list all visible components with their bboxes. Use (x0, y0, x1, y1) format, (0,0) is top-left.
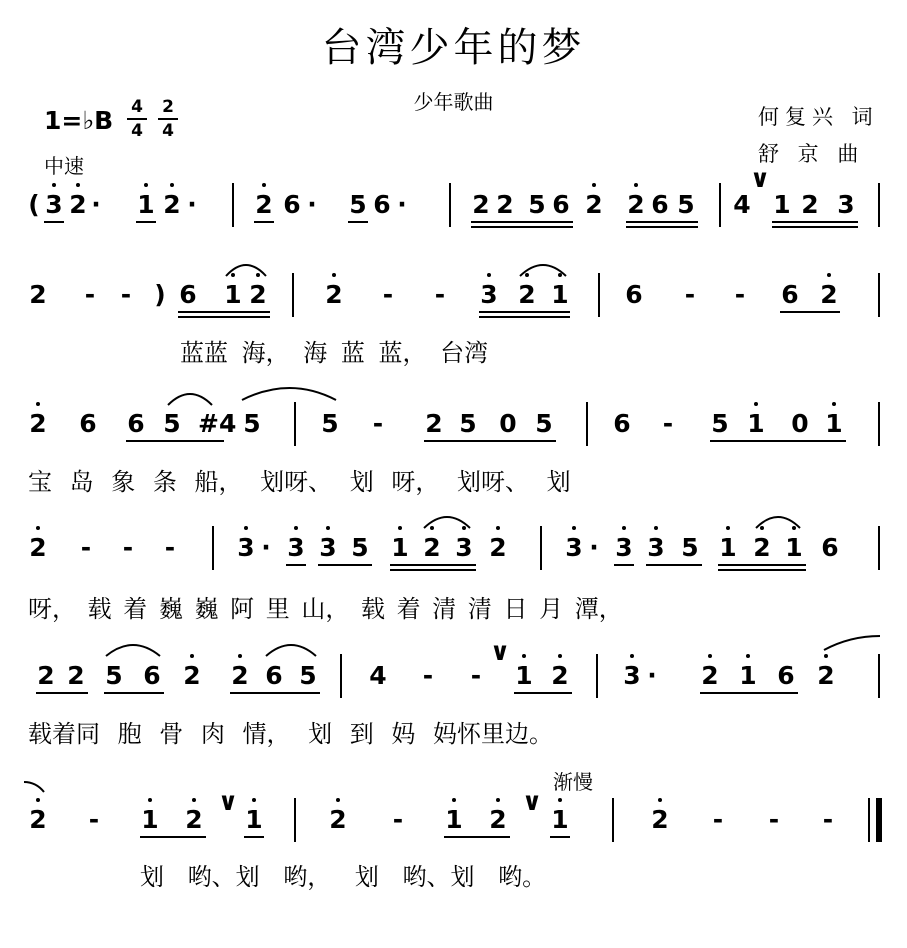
octave-dot (52, 183, 56, 187)
note-glyph: 2 (329, 805, 347, 834)
note-glyph: 5 (535, 409, 553, 438)
beam-underline (646, 564, 702, 566)
note-glyph: - (684, 280, 696, 309)
note-glyph: 2 (651, 805, 669, 834)
lyrics-line-4: 呀， 载 着 巍 巍 阿 里 山， 载 着 清 清 日 月 潭， (28, 595, 623, 623)
bar-line (868, 798, 870, 842)
note-glyph: 6 (613, 409, 631, 438)
octave-dot (525, 273, 529, 277)
slur-arc (106, 645, 160, 656)
bar-line (294, 402, 296, 446)
octave-dot (452, 798, 456, 802)
beam-underline (718, 564, 806, 566)
note-glyph: 6 (552, 190, 570, 219)
octave-dot (336, 798, 340, 802)
octave-dot (572, 526, 576, 530)
note-glyph: ( (28, 190, 40, 219)
note-glyph: 2 (67, 661, 85, 690)
octave-dot (256, 273, 260, 277)
octave-dot (148, 798, 152, 802)
note-glyph: - (382, 280, 394, 309)
note-glyph: 5 (105, 661, 123, 690)
octave-dot (592, 183, 596, 187)
octave-dot (144, 183, 148, 187)
note-glyph: 2 (489, 805, 507, 834)
beam-underline (390, 564, 476, 566)
note-glyph: - (422, 661, 434, 690)
note-glyph: 1 (825, 409, 843, 438)
note-glyph: 0 (499, 409, 517, 438)
note-glyph: 2 (701, 661, 719, 690)
note-glyph: · (91, 190, 101, 219)
note-glyph: 1 (245, 805, 263, 834)
note-glyph: 2 (585, 190, 603, 219)
note-glyph: 2 (37, 661, 55, 690)
note-glyph: · (647, 661, 657, 690)
octave-dot (294, 526, 298, 530)
note-glyph: - (434, 280, 446, 309)
note-glyph: 2 (627, 190, 645, 219)
beam-underline (348, 221, 368, 223)
octave-dot (726, 526, 730, 530)
note-glyph: ∨ (217, 787, 239, 816)
octave-dot (792, 526, 796, 530)
note-glyph: 2 (29, 533, 47, 562)
note-glyph: 2 (817, 661, 835, 690)
note-glyph: 4 (733, 190, 751, 219)
note-glyph: - (372, 409, 384, 438)
octave-dot (244, 526, 248, 530)
octave-dot (634, 183, 638, 187)
beam-underline (780, 311, 840, 313)
octave-dot (398, 526, 402, 530)
beam-underline (424, 440, 556, 442)
note-glyph: 6 (625, 280, 643, 309)
beam-underline (626, 221, 698, 223)
octave-dot (326, 526, 330, 530)
note-glyph: ) (154, 280, 166, 309)
beam-underline (286, 564, 306, 566)
octave-dot (708, 654, 712, 658)
note-glyph: - (392, 805, 404, 834)
note-glyph: 2 (29, 280, 47, 309)
note-glyph: - (822, 805, 834, 834)
note-glyph: 4 (369, 661, 387, 690)
bar-line (232, 183, 234, 227)
note-glyph: 2 (185, 805, 203, 834)
beam-underline (136, 221, 156, 223)
note-glyph: 5 (711, 409, 729, 438)
octave-dot (827, 273, 831, 277)
beam-underline (772, 221, 858, 223)
note-glyph: 6 (373, 190, 391, 219)
note-glyph: 1 (551, 805, 569, 834)
note-glyph: 6 (143, 661, 161, 690)
note-glyph: 2 (425, 409, 443, 438)
note-glyph: 6 (283, 190, 301, 219)
note-glyph: · (261, 533, 271, 562)
note-glyph: 1 (551, 280, 569, 309)
beam-underline (471, 221, 573, 223)
beam-underline (550, 836, 570, 838)
lyricist-credit: 何复兴 词 (758, 105, 879, 129)
bar-line (878, 402, 880, 446)
note-glyph: - (80, 533, 92, 562)
final-bar-line (876, 798, 882, 842)
note-glyph: 6 (651, 190, 669, 219)
octave-dot (262, 183, 266, 187)
note-glyph: 2 (518, 280, 536, 309)
note-glyph: 1 (445, 805, 463, 834)
octave-dot (36, 798, 40, 802)
note-glyph: 2 (551, 661, 569, 690)
note-glyph: 2 (183, 661, 201, 690)
octave-dot (252, 798, 256, 802)
note-glyph: 3 (455, 533, 473, 562)
bar-line (294, 798, 296, 842)
note-glyph: 3 (837, 190, 855, 219)
note-glyph: · (307, 190, 317, 219)
octave-dot (170, 183, 174, 187)
beam-underline (479, 316, 570, 318)
tie-arc (242, 388, 336, 400)
octave-dot (192, 798, 196, 802)
note-glyph: 1 (719, 533, 737, 562)
note-glyph: 1 (224, 280, 242, 309)
note-glyph: · (397, 190, 407, 219)
note-glyph: 5 (351, 533, 369, 562)
note-glyph: 0 (791, 409, 809, 438)
octave-dot (558, 798, 562, 802)
beam-underline (614, 564, 634, 566)
note-glyph: ∨ (489, 637, 511, 666)
note-glyph: 6 (179, 280, 197, 309)
beam-underline (390, 569, 476, 571)
note-glyph: 3 (623, 661, 641, 690)
octave-dot (558, 273, 562, 277)
note-glyph: 5 (349, 190, 367, 219)
octave-dot (76, 183, 80, 187)
note-glyph: 5 (321, 409, 339, 438)
note-glyph: 2 (231, 661, 249, 690)
beam-underline (126, 440, 224, 442)
beam-underline (254, 221, 274, 223)
note-glyph: 6 (781, 280, 799, 309)
note-glyph: 2 (249, 280, 267, 309)
note-glyph: 6 (79, 409, 97, 438)
song-title: 台湾少年的梦 (321, 25, 586, 71)
octave-dot (654, 526, 658, 530)
note-glyph: - (120, 280, 132, 309)
note-glyph: 1 (747, 409, 765, 438)
bar-line (292, 273, 294, 317)
beam-underline (230, 692, 320, 694)
note-glyph: - (88, 805, 100, 834)
key-signature: 1=♭B (44, 106, 114, 135)
note-glyph: 2 (325, 280, 343, 309)
octave-dot (496, 526, 500, 530)
octave-dot (630, 654, 634, 658)
note-glyph: 6 (821, 533, 839, 562)
beam-underline (710, 440, 846, 442)
bar-line (449, 183, 451, 227)
note-glyph: - (470, 661, 482, 690)
note-glyph: 1 (739, 661, 757, 690)
beam-underline (772, 226, 858, 228)
note-glyph: 1 (515, 661, 533, 690)
note-glyph: · (187, 190, 197, 219)
bar-line (878, 654, 880, 698)
note-glyph: #4 (198, 409, 237, 438)
beam-underline (444, 836, 510, 838)
note-glyph: 3 (480, 280, 498, 309)
note-glyph: 3 (615, 533, 633, 562)
lyrics-line-3: 宝 岛 象 条 船， 划呀、 划 呀， 划呀、 划 (28, 468, 571, 496)
ritardando-marking: 渐慢 (553, 770, 593, 794)
note-glyph: ∨ (749, 164, 771, 193)
octave-dot (190, 654, 194, 658)
octave-dot (231, 273, 235, 277)
note-glyph: 2 (801, 190, 819, 219)
beam-underline (471, 226, 573, 228)
note-glyph: 2 (69, 190, 87, 219)
note-glyph: 1 (137, 190, 155, 219)
slur-arc (266, 645, 316, 656)
note-glyph: - (164, 533, 176, 562)
bar-line (878, 183, 880, 227)
beam-underline (700, 692, 798, 694)
bar-line (340, 654, 342, 698)
lyrics-line-2: 蓝蓝 海， 海 蓝 蓝， 台湾 (180, 339, 489, 367)
note-glyph: 6 (127, 409, 145, 438)
note-glyph: 6 (777, 661, 795, 690)
note-glyph: 3 (319, 533, 337, 562)
bar-line (540, 526, 542, 570)
note-glyph: - (734, 280, 746, 309)
lyrics-line-5: 载着同 胞 骨 肉 情， 划 到 妈 妈怀里边。 (28, 720, 554, 748)
bar-line (719, 183, 721, 227)
note-glyph: 1 (141, 805, 159, 834)
tie-arc (24, 782, 44, 792)
note-glyph: 5 (681, 533, 699, 562)
octave-dot (36, 402, 40, 406)
note-glyph: 2 (163, 190, 181, 219)
tempo-marking: 中速 (44, 154, 84, 178)
note-glyph: - (768, 805, 780, 834)
beam-underline (178, 311, 270, 313)
note-glyph: 5 (528, 190, 546, 219)
octave-dot (558, 654, 562, 658)
beam-underline (178, 316, 270, 318)
note-glyph: - (122, 533, 134, 562)
bar-line (596, 654, 598, 698)
beam-underline (104, 692, 164, 694)
slur-arc (168, 394, 212, 405)
octave-dot (824, 654, 828, 658)
octave-dot (522, 654, 526, 658)
time-signature-2-4: 2 4 (158, 96, 178, 142)
beam-underline (718, 569, 806, 571)
octave-dot (496, 798, 500, 802)
note-glyph: 2 (489, 533, 507, 562)
note-glyph: 1 (391, 533, 409, 562)
note-glyph: 1 (785, 533, 803, 562)
bar-line (612, 798, 614, 842)
note-glyph: 5 (299, 661, 317, 690)
note-glyph: 2 (255, 190, 273, 219)
note-glyph: 1 (773, 190, 791, 219)
note-glyph: 3 (647, 533, 665, 562)
note-glyph: 2 (496, 190, 514, 219)
octave-dot (36, 526, 40, 530)
note-glyph: 2 (29, 805, 47, 834)
octave-dot (487, 273, 491, 277)
beam-underline (479, 311, 570, 313)
beam-underline (140, 836, 206, 838)
lyrics-line-6: 划 哟、划 哟， 划 哟、划 哟。 (140, 863, 547, 891)
octave-dot (332, 273, 336, 277)
note-glyph: 5 (459, 409, 477, 438)
note-glyph: 3 (565, 533, 583, 562)
bar-line (598, 273, 600, 317)
note-glyph: 6 (265, 661, 283, 690)
note-glyph: 5 (677, 190, 695, 219)
song-subtitle: 少年歌曲 (413, 90, 494, 114)
octave-dot (430, 526, 434, 530)
octave-dot (622, 526, 626, 530)
time-signature-4-4: 4 4 (127, 96, 147, 142)
bar-line (212, 526, 214, 570)
note-glyph: ∨ (521, 787, 543, 816)
beam-underline (36, 692, 88, 694)
bar-line (586, 402, 588, 446)
note-glyph: 2 (753, 533, 771, 562)
beam-underline (318, 564, 372, 566)
bar-line (878, 526, 880, 570)
octave-dot (238, 654, 242, 658)
bar-line (878, 273, 880, 317)
composer-credit: 舒 京 曲 (758, 142, 865, 166)
note-glyph: - (662, 409, 674, 438)
note-glyph: 3 (237, 533, 255, 562)
note-glyph: - (712, 805, 724, 834)
octave-dot (746, 654, 750, 658)
tie-arc (824, 636, 880, 650)
octave-dot (760, 526, 764, 530)
note-glyph: 2 (820, 280, 838, 309)
note-glyph: 2 (423, 533, 441, 562)
note-glyph: 2 (29, 409, 47, 438)
note-glyph: · (589, 533, 599, 562)
beam-underline (626, 226, 698, 228)
note-glyph: 5 (243, 409, 261, 438)
beam-underline (514, 692, 572, 694)
beam-underline (44, 221, 64, 223)
octave-dot (462, 526, 466, 530)
note-glyph: 3 (45, 190, 63, 219)
note-glyph: 2 (472, 190, 490, 219)
octave-dot (754, 402, 758, 406)
note-glyph: 3 (287, 533, 305, 562)
note-glyph: 5 (163, 409, 181, 438)
note-glyph: - (84, 280, 96, 309)
octave-dot (832, 402, 836, 406)
beam-underline (244, 836, 264, 838)
octave-dot (658, 798, 662, 802)
